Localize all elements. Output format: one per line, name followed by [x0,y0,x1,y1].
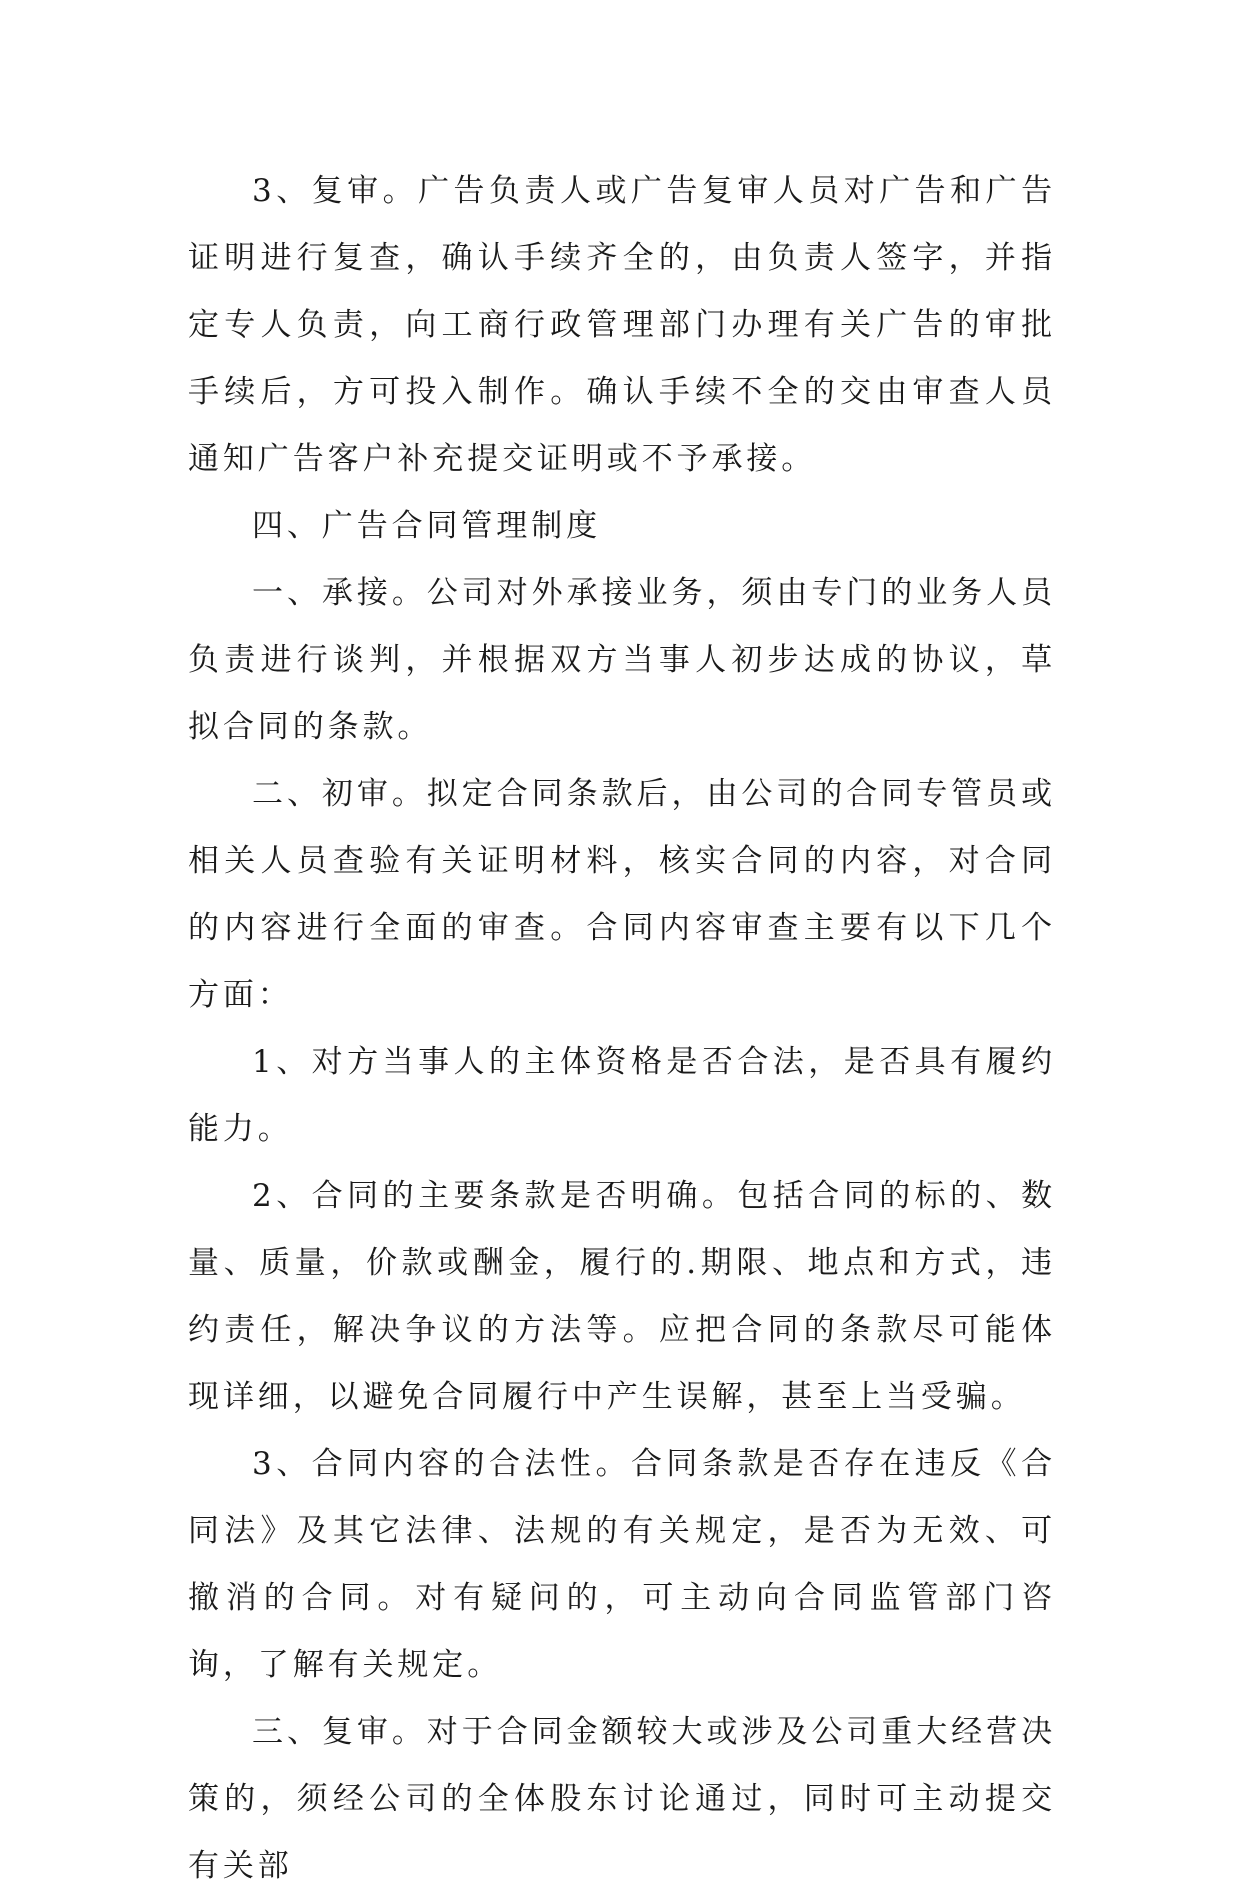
paragraph-item-3-legality: 3、合同内容的合法性。合同条款是否存在违反《合同法》及其它法律、法规的有关规定，是否为无效、可撤消的合同。对有疑问的，可主动向合同监管部门咨询，了解有关规定。 [188,1446,1056,1683]
section-heading-contract-management: 四、广告合同管理制度 [252,508,601,544]
paragraph-item-1-qualification: 1、对方当事人的主体资格是否合法，是否具有履约能力。 [188,1044,1056,1147]
document-body [188,158,1056,1900]
paragraph-initial-review: 二、初审。拟定合同条款后，由公司的合同专管员或相关人员查验有关证明材料，核实合同的内容，对合同的内容进行全面的审查。合同内容审查主要有以下几个方面： [188,776,1056,1013]
paragraph-second-review: 三、复审。对于合同金额较大或涉及公司重大经营决策的，须经公司的全体股东讨论通过，同时可主动提交有关部 [188,1714,1056,1884]
paragraph-final-review: 3、复审。广告负责人或广告复审人员对广告和广告证明进行复查，确认手续齐全的，由负责人签字，并指定专人负责，向工商行政管理部门办理有关广告的审批手续后，方可投入制作。确认手续不全的交由审查人员通知广告客户补充提交证明或不予承接。 [188,173,1056,477]
paragraph-item-2-main-terms: 2、合同的主要条款是否明确。包括合同的标的、数量、质量，价款或酬金，履行的.期限、地点和方式，违约责任，解决争议的方法等。应把合同的条款尽可能体现详细，以避免合同履行中产生误解，甚至上当受骗。 [188,1178,1056,1415]
paragraph-undertaking: 一、承接。公司对外承接业务，须由专门的业务人员负责进行谈判，并根据双方当事人初步达成的协议，草拟合同的条款。 [188,575,1056,745]
